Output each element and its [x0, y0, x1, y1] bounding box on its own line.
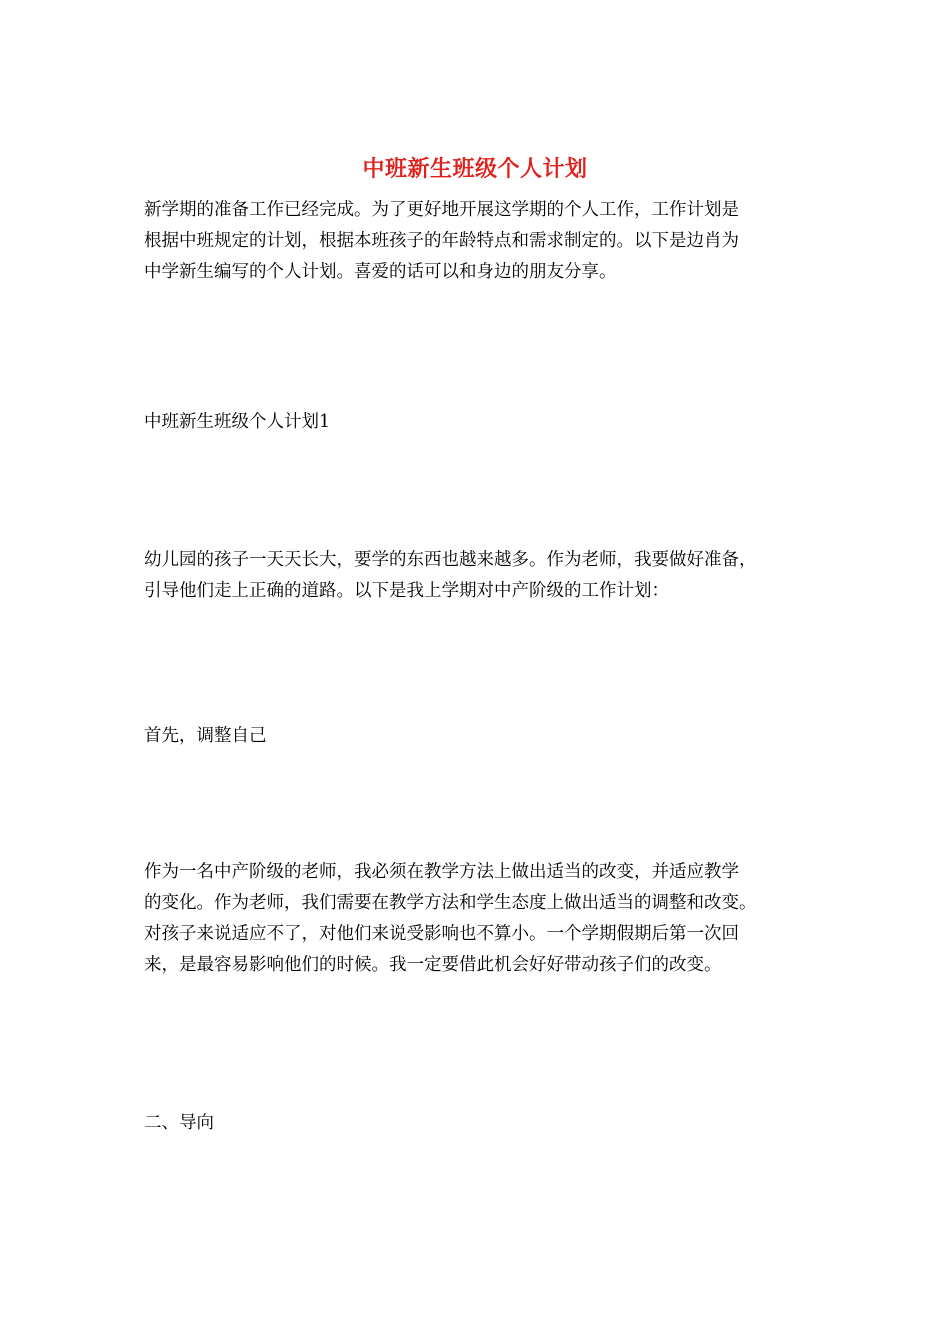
teacher-paragraph [144, 857, 809, 981]
intro-line-3: 中学新生编写的个人计划。喜爱的话可以和身边的朋友分享。 [144, 262, 617, 282]
section-subtitle-1-text: 中班新生班级个人计划1 [144, 412, 331, 432]
teacher-line-4: 来，是最容易影响他们的时候。我一定要借此机会好好带动孩子们的改变。 [144, 955, 722, 975]
document-title: 中班新生班级个人计划 [362, 156, 588, 182]
kids-line-1: 幼儿园的孩子一天天长大，要学的东西也越来越多。作为老师，我要做好准备， [144, 550, 757, 570]
teacher-line-3: 对孩子来说适应不了，对他们来说受影响也不算小。一个学期假期后第一次回 [144, 924, 739, 944]
kids-line-2: 引导他们走上正确的道路。以下是我上学期对中产阶级的工作计划： [144, 581, 669, 601]
teacher-line-2: 的变化。作为老师，我们需要在教学方法和学生态度上做出适当的调整和改变。 [144, 893, 757, 913]
section-subtitle-1 [144, 407, 809, 438]
second-heading [144, 1108, 809, 1139]
intro-paragraph [144, 195, 809, 288]
teacher-line-1: 作为一名中产阶级的老师，我必须在教学方法上做出适当的改变，并适应教学 [144, 862, 739, 882]
first-heading [144, 721, 809, 752]
second-heading-text: 二、导向 [144, 1113, 214, 1133]
kids-paragraph [144, 545, 809, 607]
first-heading-text: 首先，调整自己 [144, 726, 267, 746]
intro-line-1: 新学期的准备工作已经完成。为了更好地开展这学期的个人工作，工作计划是 [144, 200, 739, 220]
intro-line-2: 根据中班规定的计划，根据本班孩子的年龄特点和需求制定的。以下是边肖为 [144, 231, 739, 251]
